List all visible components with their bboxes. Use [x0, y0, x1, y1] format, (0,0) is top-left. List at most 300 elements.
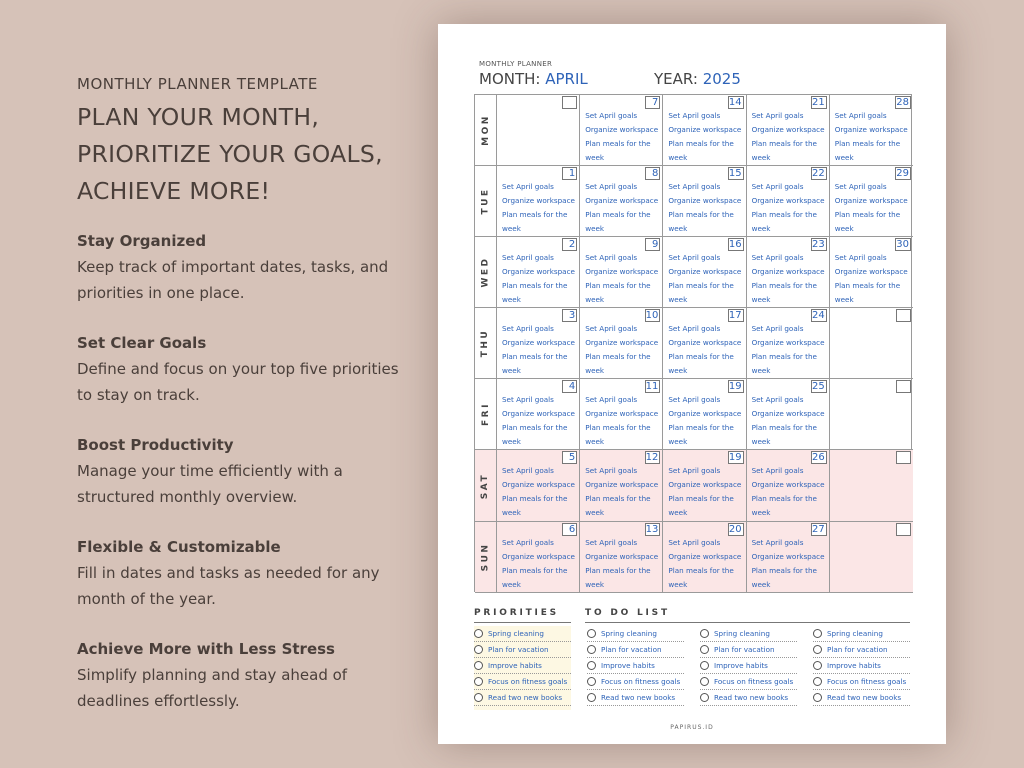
task-line: Plan meals for the	[502, 494, 568, 504]
cell-tasks	[752, 109, 825, 165]
task-line: week	[668, 366, 688, 376]
feature-desc-line: priorities in one place.	[77, 284, 245, 302]
cell-tasks	[752, 393, 825, 449]
task-line: Organize workspace	[751, 267, 825, 277]
calendar-cell[interactable]	[580, 95, 663, 166]
feature-desc-line: Fill in dates and tasks as needed for any	[77, 564, 380, 582]
cell-tasks	[585, 536, 658, 592]
month-label: MONTH:	[479, 70, 541, 88]
task-line: Set April goals	[502, 395, 554, 405]
todo-item[interactable]	[700, 626, 797, 642]
todo-column-2	[700, 626, 797, 706]
task-line: Plan meals for the	[751, 139, 817, 148]
todo-item[interactable]	[813, 690, 910, 706]
calendar-cell[interactable]	[580, 522, 663, 593]
task-line: Set April goals	[502, 466, 554, 476]
date-number: 10	[645, 310, 659, 322]
todo-item[interactable]	[700, 674, 797, 690]
feature-desc-line: Manage your time efficiently with a	[77, 462, 343, 480]
calendar-cell[interactable]	[747, 95, 830, 166]
checkbox-circle-icon[interactable]	[587, 629, 596, 638]
checkbox-circle-icon[interactable]	[700, 629, 709, 638]
calendar-cell[interactable]	[830, 379, 913, 450]
task-line: week	[751, 153, 771, 162]
task-line: Set April goals	[834, 182, 887, 192]
item-text: Plan for vacation	[827, 645, 888, 654]
checkbox-circle-icon[interactable]	[474, 661, 483, 670]
task-line: Plan meals for the	[668, 565, 734, 575]
task-line: Organize workspace	[585, 196, 659, 206]
todo-item[interactable]	[587, 642, 684, 658]
calendar-cell[interactable]	[497, 379, 580, 450]
checkbox-circle-icon[interactable]	[587, 677, 596, 686]
marketing-panel	[77, 75, 427, 738]
task-line: Organize workspace	[668, 409, 742, 419]
calendar-cell[interactable]	[663, 379, 746, 450]
task-line: Organize workspace	[668, 551, 742, 561]
calendar-cell[interactable]	[497, 237, 580, 308]
day-label-text: SAT	[480, 472, 491, 499]
calendar-cell[interactable]	[830, 308, 913, 379]
task-line: Organize workspace	[502, 338, 575, 348]
date-number: 2	[562, 238, 577, 251]
calendar-cell[interactable]	[830, 166, 913, 237]
task-line: week	[585, 437, 605, 447]
calendar-cell[interactable]	[663, 237, 746, 308]
task-line: Organize workspace	[751, 409, 825, 419]
calendar-cell[interactable]	[497, 95, 580, 166]
item-text: Plan for vacation	[488, 645, 549, 654]
date-number: 12	[645, 452, 659, 464]
task-line: Set April goals	[585, 395, 638, 405]
day-label-tue	[475, 166, 497, 237]
priority-item[interactable]	[474, 674, 571, 690]
item-text: Plan for vacation	[601, 645, 662, 654]
feature-title: Boost Productivity	[77, 436, 234, 454]
cell-tasks	[668, 322, 741, 378]
item-text: Improve habits	[714, 661, 768, 670]
priorities-list	[474, 626, 571, 706]
item-text: Read two new books	[488, 693, 563, 702]
task-line: Set April goals	[502, 253, 554, 263]
task-line: Organize workspace	[585, 338, 659, 348]
task-line: week	[834, 153, 854, 162]
date-number: 19	[728, 381, 742, 393]
date-number: 30	[896, 239, 909, 251]
feature-item	[77, 636, 427, 714]
cell-tasks	[585, 322, 658, 378]
checkbox-circle-icon[interactable]	[813, 629, 822, 638]
feature-list	[77, 228, 427, 714]
task-line: Set April goals	[502, 537, 554, 547]
calendar-cell[interactable]	[747, 379, 830, 450]
task-line: Organize workspace	[502, 196, 575, 206]
task-line: Plan meals for the	[585, 139, 651, 148]
task-line: Set April goals	[585, 111, 638, 120]
checkbox-circle-icon[interactable]	[700, 645, 709, 654]
cell-tasks	[502, 251, 575, 307]
task-line: Plan meals for the	[668, 281, 734, 291]
cell-tasks	[752, 464, 825, 520]
task-line: Organize workspace	[751, 338, 825, 348]
priority-item[interactable]	[474, 658, 571, 674]
task-line: week	[585, 153, 605, 162]
checkbox-circle-icon[interactable]	[474, 645, 483, 654]
date-number: 1	[562, 167, 577, 180]
checkbox-circle-icon[interactable]	[813, 661, 822, 670]
month-value: APRIL	[545, 70, 588, 88]
date-number: 26	[812, 452, 825, 464]
task-line: Organize workspace	[668, 480, 742, 490]
date-number: 19	[728, 452, 742, 464]
item-text: Spring cleaning	[601, 629, 657, 638]
day-label-text: MON	[480, 114, 491, 146]
date-number: 27	[812, 523, 825, 535]
day-label-fri	[475, 379, 497, 450]
task-line: Organize workspace	[502, 267, 575, 277]
task-line: Plan meals for the	[834, 281, 901, 291]
calendar-cell[interactable]	[580, 166, 663, 237]
todo-item[interactable]	[813, 626, 910, 642]
priorities-rule	[474, 622, 571, 623]
date-number: 24	[812, 310, 825, 322]
checkbox-circle-icon[interactable]	[474, 693, 483, 702]
todo-heading: TO DO LIST	[585, 608, 670, 618]
checkbox-circle-icon[interactable]	[587, 693, 596, 702]
feature-item	[77, 534, 427, 612]
cell-tasks	[752, 251, 825, 307]
day-label-mon	[475, 95, 497, 166]
task-line: Set April goals	[585, 182, 638, 192]
task-line: week	[668, 295, 688, 305]
todo-item[interactable]	[587, 658, 684, 674]
item-text: Read two new books	[714, 693, 789, 702]
task-line: Set April goals	[585, 537, 638, 547]
calendar-cell[interactable]	[747, 237, 830, 308]
task-line: Set April goals	[751, 324, 804, 334]
headline-line: ACHIEVE MORE!	[77, 177, 271, 205]
task-line: Set April goals	[751, 111, 804, 120]
day-label-text: FRI	[480, 402, 491, 427]
task-line: week	[751, 224, 771, 234]
date-number: 13	[645, 523, 659, 535]
feature-item	[77, 432, 427, 510]
todo-item[interactable]	[700, 658, 797, 674]
checkbox-circle-icon[interactable]	[474, 629, 483, 638]
cell-tasks	[502, 393, 575, 449]
task-line: Plan meals for the	[751, 423, 817, 433]
date-number: 5	[562, 451, 577, 464]
task-line: week	[668, 579, 688, 589]
cell-tasks	[585, 180, 658, 236]
feature-desc-line: Keep track of important dates, tasks, and	[77, 258, 389, 276]
checkbox-circle-icon[interactable]	[700, 693, 709, 702]
calendar-cell[interactable]	[663, 95, 746, 166]
date-number: 7	[645, 96, 660, 109]
task-line: Plan meals for the	[502, 352, 568, 362]
task-line: week	[502, 579, 521, 589]
todo-item[interactable]	[700, 642, 797, 658]
task-line: Plan meals for the	[585, 423, 651, 433]
date-number: 9	[645, 238, 660, 251]
priorities-heading: PRIORITIES	[474, 608, 559, 618]
task-line: week	[502, 224, 521, 234]
task-line: Organize workspace	[834, 125, 908, 134]
task-line: Set April goals	[585, 253, 638, 263]
headline	[77, 99, 427, 210]
task-line: Plan meals for the	[502, 281, 568, 291]
calendar-cell[interactable]	[747, 450, 830, 521]
calendar-cell[interactable]	[830, 95, 913, 166]
item-text: Improve habits	[827, 661, 881, 670]
feature-title: Set Clear Goals	[77, 334, 207, 352]
task-line: Set April goals	[502, 324, 554, 334]
item-text: Improve habits	[601, 661, 655, 670]
task-line: Organize workspace	[585, 125, 659, 134]
item-text: Focus on fitness goals	[601, 677, 681, 686]
todo-rule	[585, 622, 910, 623]
calendar-cell[interactable]	[663, 522, 746, 593]
task-line: Plan meals for the	[502, 423, 568, 433]
todo-item[interactable]	[813, 642, 910, 658]
checkbox-circle-icon[interactable]	[587, 645, 596, 654]
task-line: Plan meals for the	[751, 210, 817, 220]
task-line: Set April goals	[502, 182, 554, 192]
task-line: week	[751, 295, 771, 305]
checkbox-circle-icon[interactable]	[813, 645, 822, 654]
year-value: 2025	[702, 70, 741, 88]
todo-item[interactable]	[587, 690, 684, 706]
todo-item[interactable]	[813, 674, 910, 690]
item-text: Read two new books	[601, 693, 676, 702]
cell-tasks	[835, 251, 909, 307]
checkbox-circle-icon[interactable]	[587, 661, 596, 670]
calendar-cell[interactable]	[497, 450, 580, 521]
cell-tasks	[668, 536, 741, 592]
cell-tasks	[668, 464, 741, 520]
calendar-cell[interactable]	[747, 308, 830, 379]
calendar-cell[interactable]	[580, 379, 663, 450]
task-line: Set April goals	[585, 466, 638, 476]
task-line: week	[751, 579, 771, 589]
task-line: Set April goals	[668, 466, 721, 476]
feature-title: Flexible & Customizable	[77, 538, 281, 556]
task-line: week	[502, 295, 521, 305]
date-number: 16	[728, 239, 742, 251]
checkbox-circle-icon[interactable]	[700, 677, 709, 686]
checkbox-circle-icon[interactable]	[813, 677, 822, 686]
item-text: Focus on fitness goals	[714, 677, 794, 686]
todo-column-3	[813, 626, 910, 706]
calendar-cell[interactable]	[663, 450, 746, 521]
day-label-wed	[475, 237, 497, 308]
date-number	[896, 451, 911, 464]
calendar-cell[interactable]	[497, 308, 580, 379]
priority-item[interactable]	[474, 690, 571, 706]
calendar-cell[interactable]	[747, 166, 830, 237]
headline-line: PRIORITIZE YOUR GOALS,	[77, 140, 383, 168]
date-number: 4	[562, 380, 577, 393]
checkbox-circle-icon[interactable]	[474, 677, 483, 686]
headline-line: PLAN YOUR MONTH,	[77, 103, 320, 131]
calendar-cell[interactable]	[830, 237, 913, 308]
task-line: Organize workspace	[585, 551, 659, 561]
task-line: week	[751, 508, 771, 518]
cell-tasks	[668, 109, 741, 165]
item-text: Spring cleaning	[714, 629, 770, 638]
item-text: Focus on fitness goals	[827, 677, 907, 686]
date-number: 25	[812, 381, 825, 393]
calendar-cell[interactable]	[747, 522, 830, 593]
task-line: week	[751, 437, 771, 447]
task-line: week	[585, 508, 605, 518]
todo-column-1	[587, 626, 684, 706]
item-text: Spring cleaning	[488, 629, 544, 638]
task-line: Set April goals	[834, 253, 887, 263]
task-line: Set April goals	[751, 537, 804, 547]
cell-tasks	[585, 251, 658, 307]
task-line: week	[668, 508, 688, 518]
feature-desc-line: Simplify planning and stay ahead of	[77, 666, 348, 684]
todo-item[interactable]	[700, 690, 797, 706]
year-field	[654, 70, 741, 88]
task-line: Plan meals for the	[751, 565, 817, 575]
task-line: Plan meals for the	[585, 494, 651, 504]
task-line: week	[668, 153, 688, 162]
task-line: Organize workspace	[502, 551, 575, 561]
task-line: Set April goals	[668, 537, 721, 547]
feature-title: Stay Organized	[77, 232, 207, 250]
priority-item[interactable]	[474, 626, 571, 642]
eyebrow-text: MONTHLY PLANNER TEMPLATE	[77, 75, 318, 93]
task-line: Organize workspace	[668, 125, 742, 134]
feature-desc-line: structured monthly overview.	[77, 488, 298, 506]
brand-footer: PAPIRUS.ID	[670, 724, 714, 731]
task-line: week	[502, 366, 521, 376]
task-line: Organize workspace	[751, 551, 825, 561]
calendar-cell[interactable]	[580, 450, 663, 521]
task-line: Organize workspace	[834, 196, 908, 206]
task-line: Organize workspace	[668, 196, 742, 206]
task-line: Plan meals for the	[502, 565, 568, 575]
task-line: Set April goals	[668, 253, 721, 263]
task-line: week	[585, 295, 605, 305]
task-line: Plan meals for the	[585, 281, 651, 291]
todo-item[interactable]	[813, 658, 910, 674]
todo-item[interactable]	[587, 674, 684, 690]
task-line: Organize workspace	[502, 409, 575, 419]
task-line: Plan meals for the	[585, 210, 651, 220]
task-line: Plan meals for the	[668, 352, 734, 362]
calendar-cell[interactable]	[497, 166, 580, 237]
date-number: 21	[812, 97, 825, 108]
day-label-text: TUE	[480, 187, 491, 215]
task-line: week	[585, 579, 605, 589]
day-label-thu	[475, 308, 497, 379]
task-line: Organize workspace	[751, 480, 825, 490]
month-field	[479, 70, 588, 88]
task-line: Set April goals	[668, 324, 721, 334]
todo-item[interactable]	[587, 626, 684, 642]
item-text: Plan for vacation	[714, 645, 775, 654]
cell-tasks	[502, 322, 575, 378]
day-label-sun	[475, 522, 497, 593]
task-line: week	[834, 224, 854, 234]
cell-tasks	[752, 180, 825, 236]
day-label-text: SUN	[480, 542, 491, 572]
task-line: Set April goals	[751, 253, 804, 263]
calendar-cell[interactable]	[830, 450, 913, 521]
date-number: 3	[562, 309, 577, 322]
task-line: week	[585, 366, 605, 376]
date-number: 17	[728, 310, 742, 322]
task-line: Plan meals for the	[585, 565, 651, 575]
task-line: Plan meals for the	[751, 352, 817, 362]
cell-tasks	[752, 322, 825, 378]
task-line: Organize workspace	[585, 480, 659, 490]
date-number	[896, 380, 911, 393]
calendar-cell[interactable]	[830, 522, 913, 593]
task-line: Organize workspace	[585, 267, 659, 277]
feature-desc-line: deadlines effortlessly.	[77, 692, 240, 710]
task-line: Plan meals for the	[585, 352, 651, 362]
task-line: Set April goals	[668, 182, 721, 192]
item-text: Improve habits	[488, 661, 542, 670]
task-line: Set April goals	[668, 111, 721, 120]
feature-title: Achieve More with Less Stress	[77, 640, 335, 658]
date-number	[896, 523, 911, 536]
date-number: 29	[896, 168, 909, 180]
cell-tasks	[668, 180, 741, 236]
cell-tasks	[585, 393, 658, 449]
task-line: Plan meals for the	[668, 423, 734, 433]
checkbox-circle-icon[interactable]	[813, 693, 822, 702]
task-line: Set April goals	[585, 324, 638, 334]
task-line: Set April goals	[834, 111, 887, 120]
date-number: 23	[812, 239, 825, 251]
calendar-cell[interactable]	[580, 237, 663, 308]
task-line: Set April goals	[668, 395, 721, 405]
feature-desc-line: Define and focus on your top five priorities	[77, 360, 399, 378]
task-line: Plan meals for the	[751, 494, 817, 504]
task-line: Plan meals for the	[834, 139, 901, 148]
task-line: Organize workspace	[668, 338, 742, 348]
checkbox-circle-icon[interactable]	[700, 661, 709, 670]
task-line: Plan meals for the	[668, 139, 734, 148]
cell-tasks	[585, 109, 658, 165]
calendar-cell[interactable]	[580, 308, 663, 379]
date-number: 6	[562, 523, 577, 536]
task-line: Set April goals	[751, 182, 804, 192]
task-line: Organize workspace	[502, 480, 575, 490]
item-text: Focus on fitness goals	[488, 677, 568, 686]
item-text: Spring cleaning	[827, 629, 883, 638]
date-number	[562, 96, 577, 109]
calendar-cell[interactable]	[497, 522, 580, 593]
year-label: YEAR:	[654, 70, 698, 88]
cell-tasks	[835, 180, 909, 236]
feature-desc-line: to stay on track.	[77, 386, 200, 404]
calendar-cell[interactable]	[663, 166, 746, 237]
task-line: Organize workspace	[585, 409, 659, 419]
calendar-cell[interactable]	[663, 308, 746, 379]
item-text: Read two new books	[827, 693, 902, 702]
task-line: week	[668, 437, 688, 447]
task-line: Plan meals for the	[834, 210, 901, 220]
calendar-grid	[474, 94, 912, 592]
priority-item[interactable]	[474, 642, 571, 658]
task-line: week	[585, 224, 605, 234]
